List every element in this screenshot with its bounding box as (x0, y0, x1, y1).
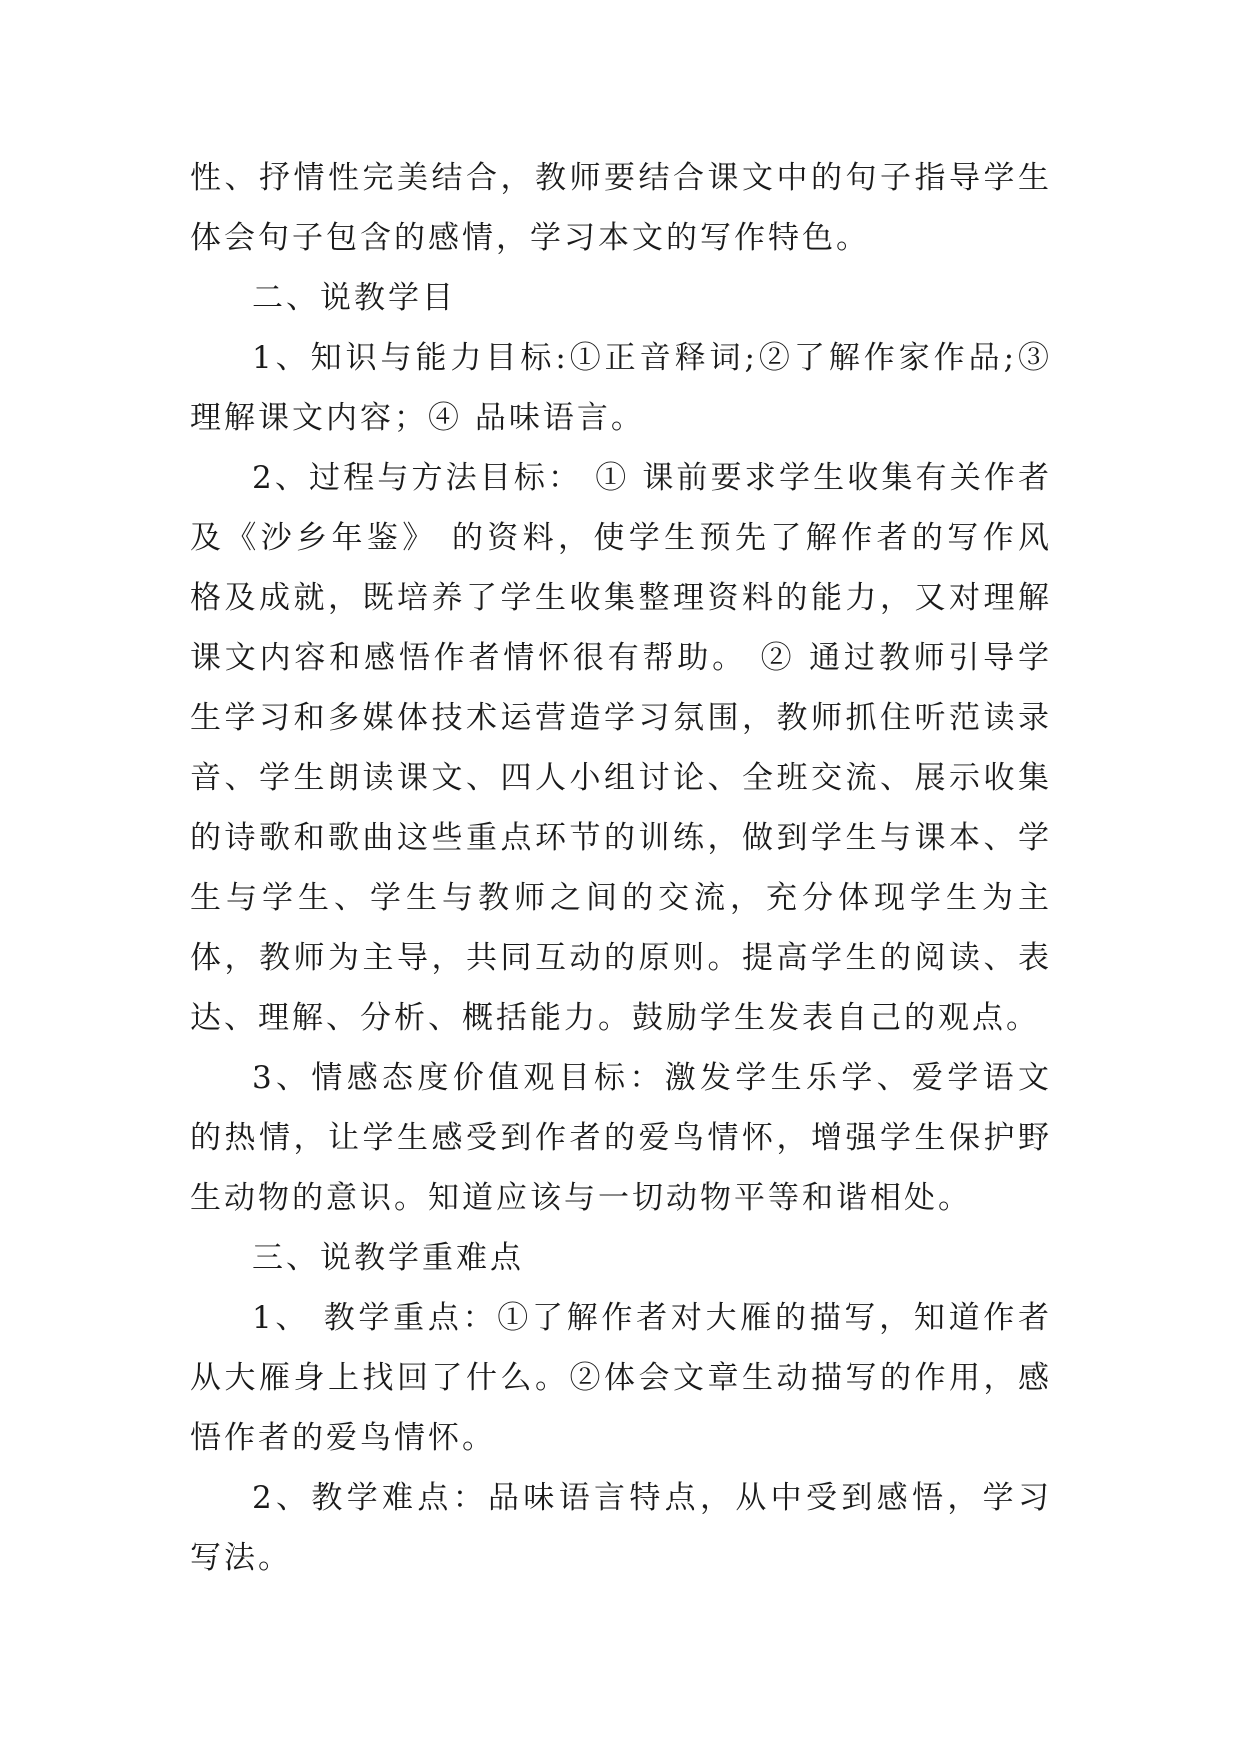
paragraph-continuation: 性、抒情性完美结合，教师要结合课文中的句子指导学生体会句子包含的感情，学习本文的写作特色。 (190, 160, 1052, 256)
paragraph-process-goal: 2、过程与方法目标： ① 课前要求学生收集有关作者及《沙乡年鉴》 的资料，使学生预先了解作者的写作风格及成就，既培养了学生收集整理资料的能力，又对理解课文内容和感悟作者情怀很有帮助。 ② 通过教师引导学生学习和多媒体技术运营造学习氛围，教师抓住听范读录音、学生朗读课文、四人小组讨论、全班交流、展示收集的诗歌和歌曲这些重点环节的训练，做到学生与课本、学生与学生、学生与教师之间的交流，充分体现学生为主体，教师为主导，共同互动的原则。提高学生的阅读、表达、理解、分析、概括能力。鼓励学生发表自己的观点。 (190, 460, 1052, 1036)
paragraph-difficult-point: 2、教学难点：品味语言特点，从中受到感悟，学习写法。 (190, 1480, 1052, 1576)
paragraph-knowledge-goal: 1、知识与能力目标:①正音释词;②了解作家作品;③理解课文内容；④ 品味语言。 (190, 340, 1052, 436)
document-page (190, 148, 1052, 1588)
paragraph-emotion-goal: 3、情感态度价值观目标：激发学生乐学、爱学语文的热情，让学生感受到作者的爱鸟情怀，增强学生保护野生动物的意识。知道应该与一切动物平等和谐相处。 (190, 1060, 1052, 1216)
heading-key-points: 三、说教学重难点 (252, 1240, 524, 1276)
paragraph-key-point: 1、 教学重点：①了解作者对大雁的描写，知道作者从大雁身上找回了什么。②体会文章生动描写的作用，感悟作者的爱鸟情怀。 (190, 1300, 1052, 1456)
heading-teaching-goals: 二、说教学目 (252, 280, 456, 316)
